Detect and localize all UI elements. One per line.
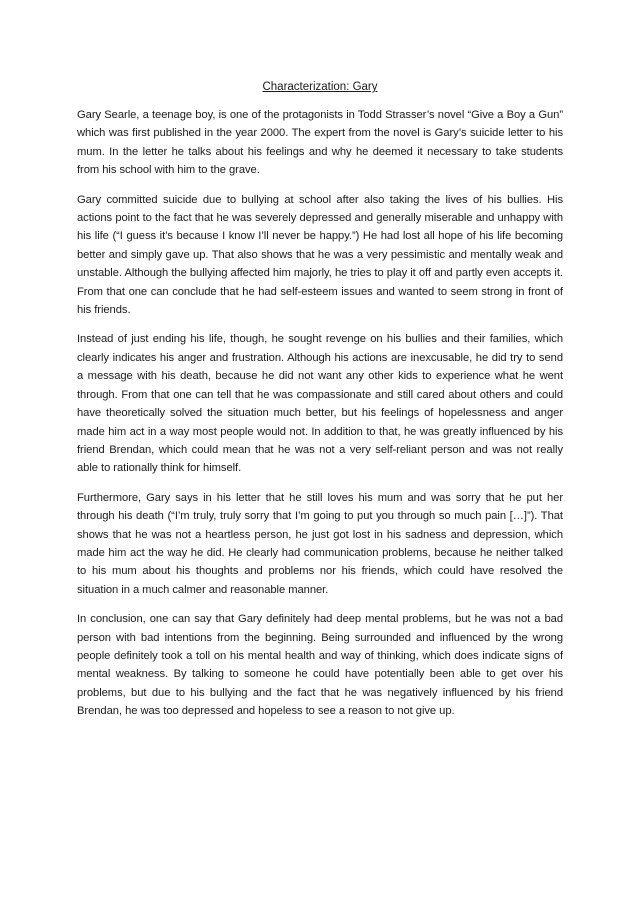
paragraph-revenge: Instead of just ending his life, though, he sought revenge on his bullies and their families, which clearly indicates his anger and frustration. Although his actions are inexcusable, he did try to send a message with his death, because he did not want any other kids to experience what he went through. From that one can tell that he was compassionate and still cared about others and could have theoretically solved the situation much better, but his feelings of hopelessness and anger made him act in a way most people would not. In addition to that, he was greatly influenced by his friend Brendan, which could mean that he was not a very self-reliant person and was not really able to rationally think for himself.	[77, 333, 563, 475]
paragraph-depression: Gary committed suicide due to bullying at school after also taking the lives of his bullies. His actions point to the fact that he was severely depressed and generally miserable and unhappy with his life (“I guess it’s because I know I’ll never be happy.”) He had lost all hope of his life becoming better and simply gave up. That also shows that he was a very pessimistic and mentally weak and unstable. Although the bullying affected him majorly, he tries to play it off and partly even accepts it. From that one can conclude that he had self-esteem issues and wanted to seem strong in front of his friends.	[77, 193, 563, 317]
paragraph-letter: Furthermore, Gary says in his letter that he still loves his mum and was sorry that he put her through his death (“I’m truly, truly sorry that I’m going to put you through so much pain […]”). That shows that he was not a heartless person, he just got lost in his sadness and depression, which made him act the way he did. He clearly had communication problems, because he neither talked to his mum about his thoughts and problems nor his friends, which could have resolved the situation in a much calmer and reasonable manner.	[77, 491, 563, 596]
paragraph-introduction: Gary Searle, a teenage boy, is one of the protagonists in Todd Strasser’s novel “Give a Boy a Gun” which was first published in the year 2000. The expert from the novel is Gary’s suicide letter to his mum. In the letter he talks about his feelings and why he deemed it necessary to take students from his school with him to the grave.	[77, 109, 563, 177]
document-body	[77, 79, 563, 732]
paragraph-conclusion: In conclusion, one can say that Gary definitely had deep mental problems, but he was not a bad person with bad intentions from the beginning. Being surrounded and influenced by the wrong people definitely took a toll on his mental health and way of thinking, which does indicate signs of mental weakness. By talking to someone he could have potentially been able to get over his problems, but due to his bullying and the fact that he was negatively influenced by his friend Brendan, he was too depressed and hopeless to see a reason to not give up.	[77, 613, 563, 718]
document-title: Characterization: Gary	[262, 81, 378, 93]
